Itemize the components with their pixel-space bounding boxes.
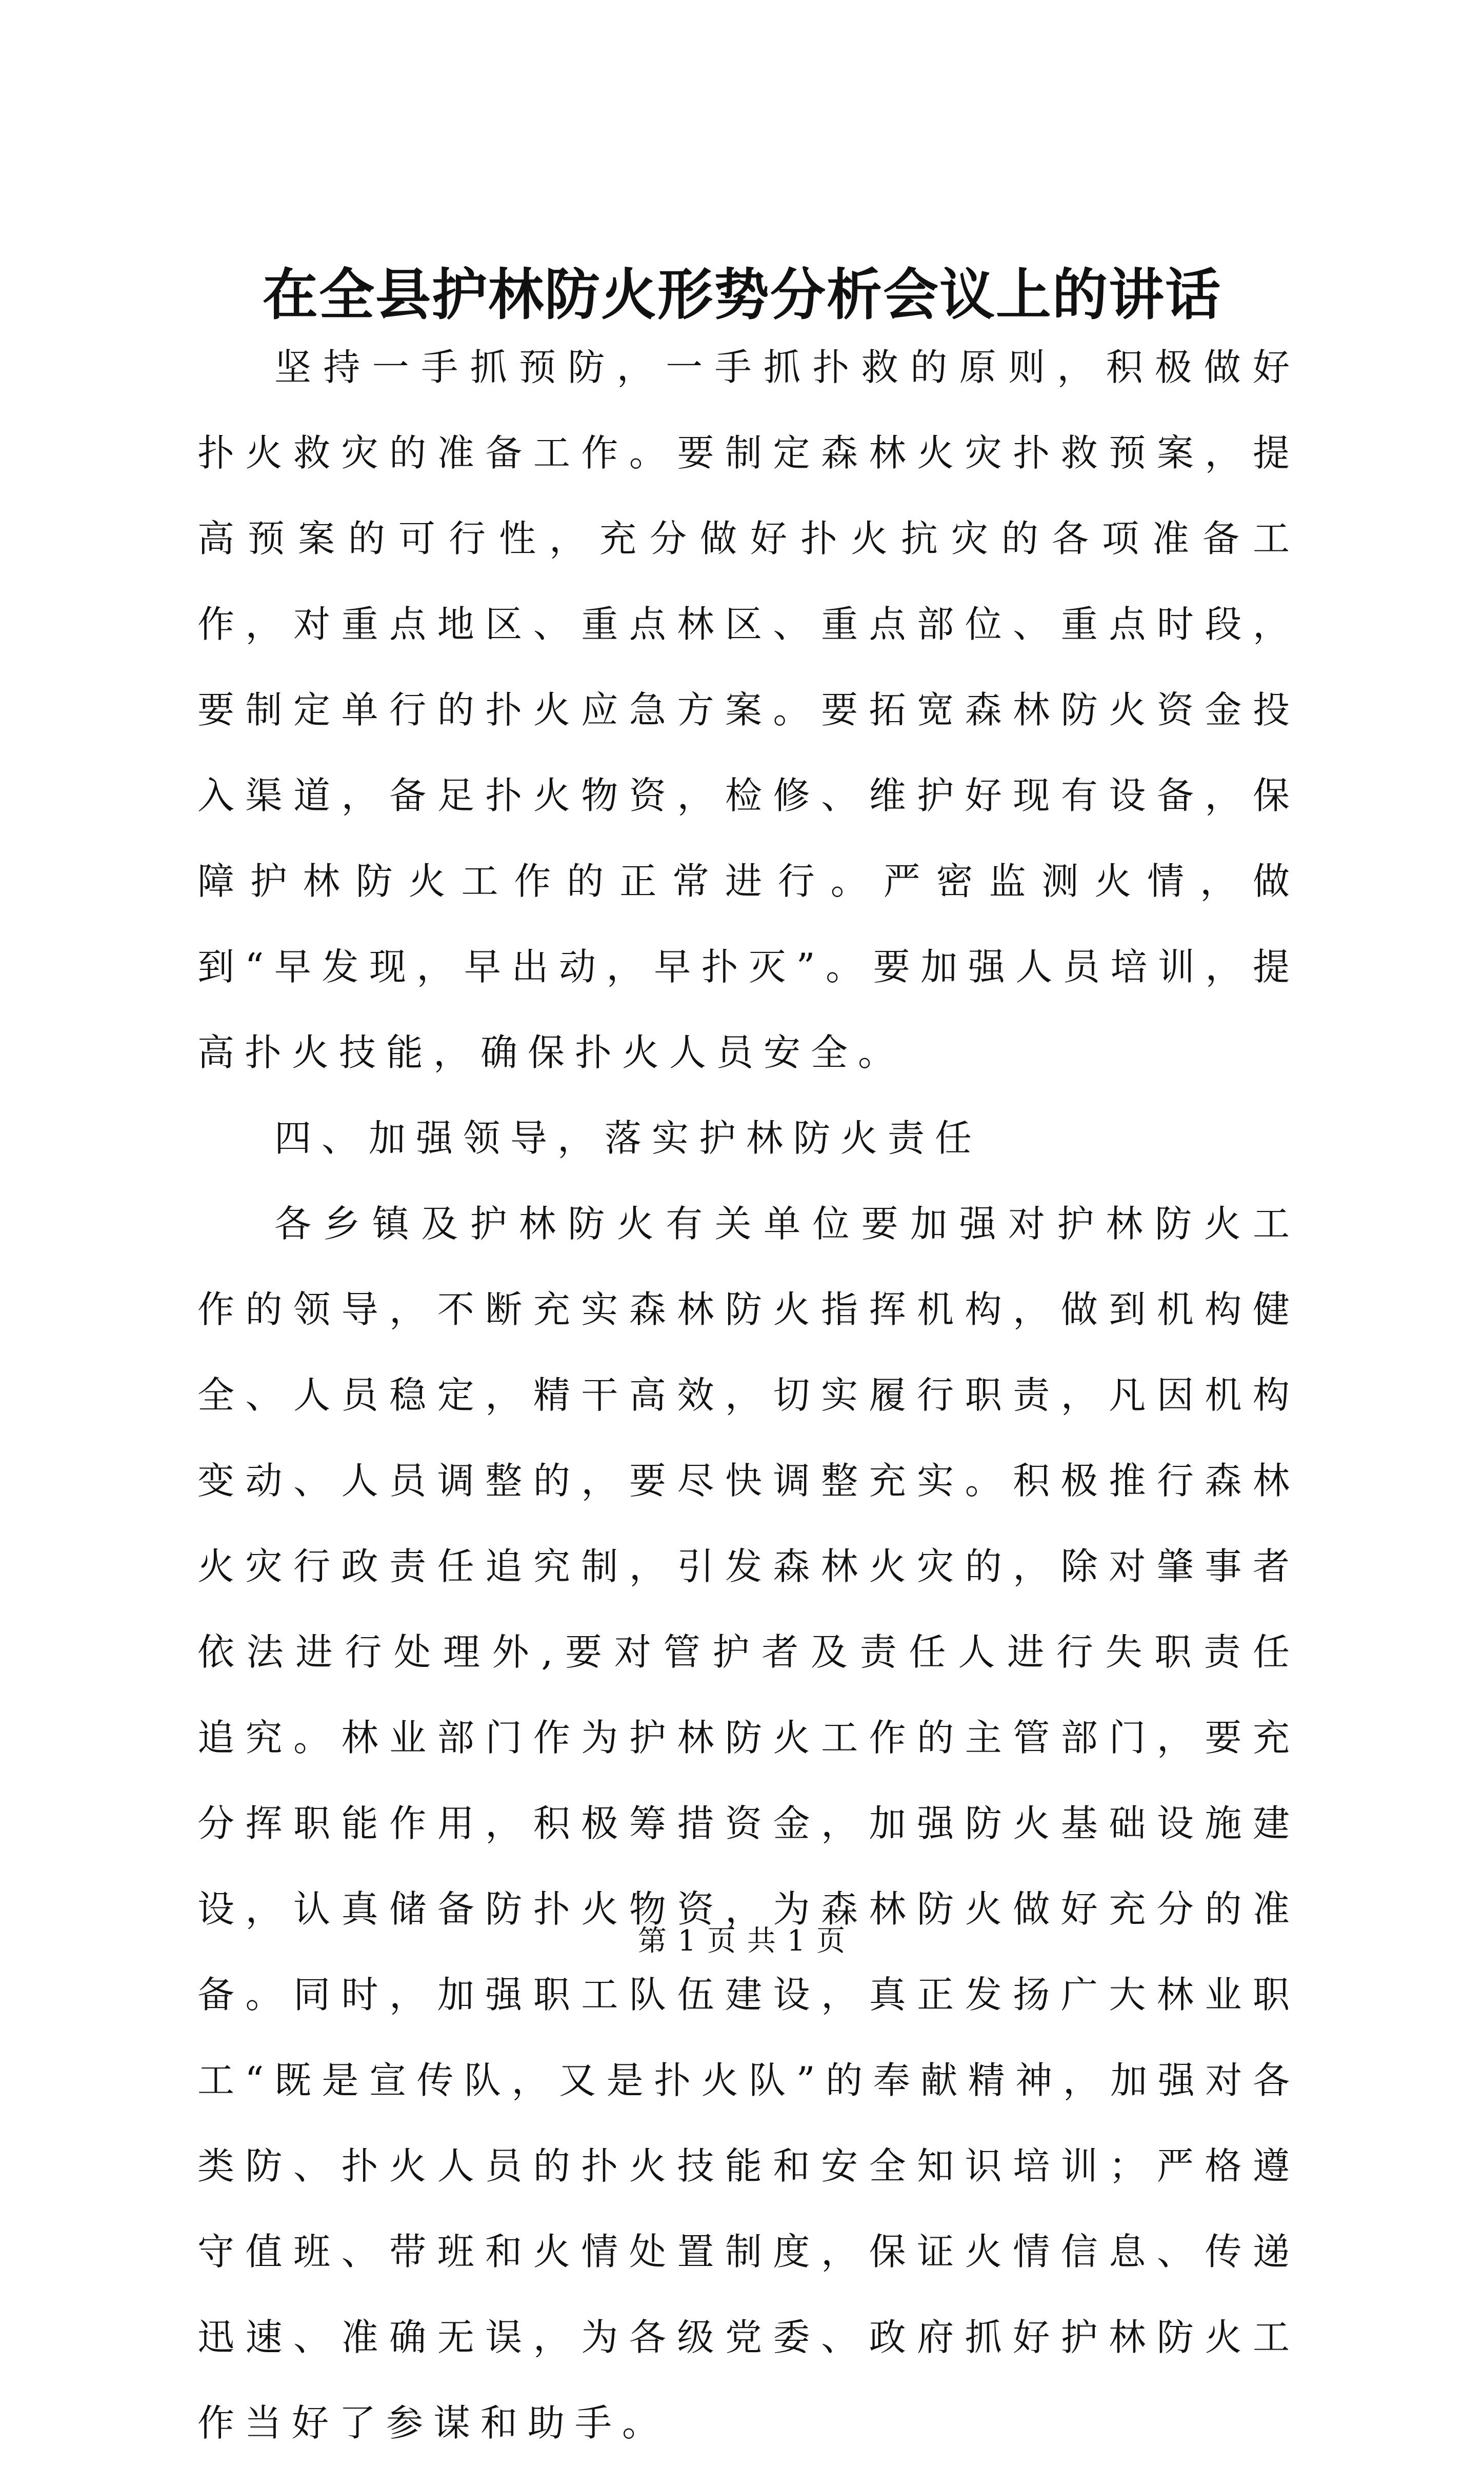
document-body xyxy=(197,325,1300,2466)
section-heading: 四、加强领导，落实护林防火责任 xyxy=(274,1117,982,1160)
body-paragraph-1: 坚持一手抓预防，一手抓扑救的原则，积极做好扑火救灾的准备工作。要制定森林火灾扑救预案，提高预案的可行性，充分做好扑火抗灾的各项准备工作，对重点地区、重点林区、重点部位、重点时段，要制定单行的扑火应急方案。要拓宽森林防火资金投入渠道，备足扑火物资，检修、维护好现有设备，保障护林防火工作的正常进行。严密监测火情，做到“早发现，早出动，早扑灭”。要加强人员培训，提高扑火技能，确保扑火人员安全。 xyxy=(197,346,1300,1074)
document-title: 在全县护林防火形势分析会议上的讲话 xyxy=(262,263,1221,327)
page-footer: 第 1 页 共 1 页 xyxy=(637,1924,847,1958)
body-paragraph-2: 各乡镇及护林防火有关单位要加强对护林防火工作的领导，不断充实森林防火指挥机构，做到机构健全、人员稳定，精干高效，切实履行职责，凡因机构变动、人员调整的，要尽快调整充实。积极推行森林火灾行政责任追究制，引发森林火灾的，除对肇事者依法进行处理外,要对管护者及责任人进行失职责任追究。林业部门作为护林防火工作的主管部门，要充分挥职能作用，积极筹措资金，加强防火基础设施建设，认真储备防扑火物资，为森林防火做好充分的准备。同时，加强职工队伍建设，真正发扬广大林业职工“既是宣传队，又是扑火队”的奉献精神，加强对各类防、扑火人员的扑火技能和安全知识培训；严格遵守值班、带班和火情处置制度，保证火情信息、传递迅速、准确无误，为各级党委、政府抓好护林防火工作当好了参谋和助手。 xyxy=(197,1202,1300,2444)
